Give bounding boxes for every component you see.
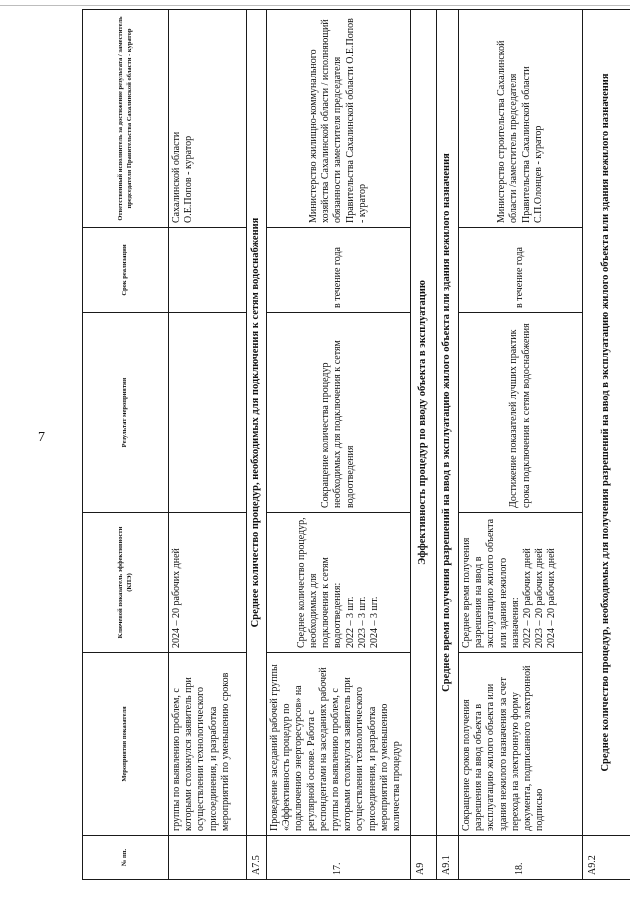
section-code: А9 (411, 836, 437, 880)
table-row (267, 10, 411, 880)
row-18-term: в течение года (459, 228, 583, 313)
row-cont-result (169, 313, 247, 513)
kpi-value: 2022 – 3 шт. (344, 596, 356, 648)
row-cont-responsible (169, 10, 247, 228)
scan-edge-line (0, 5, 630, 6)
row-18-num: 18. (459, 836, 583, 880)
kpi-text: Среднее время получения разрешения на ввод в эксплуатацию жилого объекта или здания нежилого назначения: (461, 518, 521, 648)
header-num: № пп. (83, 836, 169, 880)
table-row (169, 10, 247, 880)
row-17-term: в течение года (267, 228, 411, 313)
section-code: А9.2 (583, 836, 630, 880)
row-cont-num (169, 836, 247, 880)
page-number: 7 (38, 430, 45, 445)
row-17-num: 17. (267, 836, 411, 880)
header-measure: Мероприятия показателя (83, 653, 169, 836)
section-title: Среднее количество процедур, необходимых для получения разрешений на ввод в эксплуатацию жилого объекта или здания нежилого назначения (583, 10, 630, 836)
rotated-page (82, 10, 630, 880)
header-result: Результат мероприятия (83, 313, 169, 513)
kpi-value: 2022 – 20 рабочих дней (521, 548, 533, 648)
kpi-value: 2024 – 3 шт. (368, 596, 380, 648)
section-title: Среднее время получения разрешений на ввод в эксплуатацию жилого объекта или здания нежилого назначения (437, 10, 459, 836)
responsible-line: Сахалинской области (171, 131, 182, 223)
row-17-responsible: Министерство жилищно-коммунального хозяйства Сахалинской области / исполняющий обязанности заместителя председателя Правительства Сахалинской области О.Е.Попов - куратор (267, 10, 411, 228)
section-row-a75 (247, 10, 267, 880)
section-title: Эффективность процедур по вводу объекта в эксплуатацию (411, 10, 437, 836)
row-17-measure: Проведение заседаний рабочей группы «Эффективность процедур по подключению энергоресурсов» на регулярной основе. Работа с респондентами на заседаниях рабочей группы по выявлению проблем, с которыми столкнулся заявитель при осуществлении технологического присоединения, и разработка мероприятий по уменьшению количества процедур (267, 653, 411, 836)
row-17-result: Сокращение количества процедур необходимых для подключения к сетям водоотведения (267, 313, 411, 513)
row-18-result: Достижение показателей лучших практик срока подключения к сетям водоснабжения (459, 313, 583, 513)
table-header-row (83, 10, 169, 880)
header-term: Срок реализации (83, 228, 169, 313)
header-kpi: Ключевой показатель эффективности (КПЭ) (83, 513, 169, 653)
row-18-measure: Сокращение сроков получения разрешения на ввод объекта в эксплуатацию жилого объекта или здания нежилого назначения за счет перехода на электронную форму документа, подписанного электронной подписью (459, 653, 583, 836)
section-row-a9 (411, 10, 437, 880)
section-code: А7.5 (247, 836, 267, 880)
row-cont-measure: группы по выявлению проблем, с которыми столкнулся заявитель при осуществлении технологического присоединения, и разработка мероприятий по уменьшению сроков (169, 653, 247, 836)
section-code: А9.1 (437, 836, 459, 880)
section-row-a91 (437, 10, 459, 880)
row-cont-term (169, 228, 247, 313)
section-title: Среднее количество процедур, необходимых для подключения к сетям водоснабжения (247, 10, 267, 836)
kpi-text: Среднее количество процедур, необходимых для подключения к сетям водоотведения: (295, 517, 344, 648)
table-row (459, 10, 583, 880)
measures-table (82, 9, 630, 880)
row-17-kpi (267, 513, 411, 653)
row-18-kpi (459, 513, 583, 653)
kpi-value: 2023 – 20 рабочих дней (534, 548, 546, 648)
header-responsible: Ответственный исполнитель за достижение результата / заместитель председателя Правительства Сахалинской области - куратор (83, 10, 169, 228)
row-18-responsible: Министерство строительства Сахалинской области /заместитель председателя Правительства Сахалинской области С.П.Олонцев - куратор (459, 10, 583, 228)
kpi-value: 2023 – 3 шт. (356, 596, 368, 648)
kpi-value: 2024 – 20 рабочих дней (546, 548, 558, 648)
section-row-a92 (583, 10, 630, 880)
responsible-line: О.Е.Попов - куратор (183, 135, 195, 223)
row-cont-kpi: 2024 – 20 рабочих дней (169, 513, 247, 653)
